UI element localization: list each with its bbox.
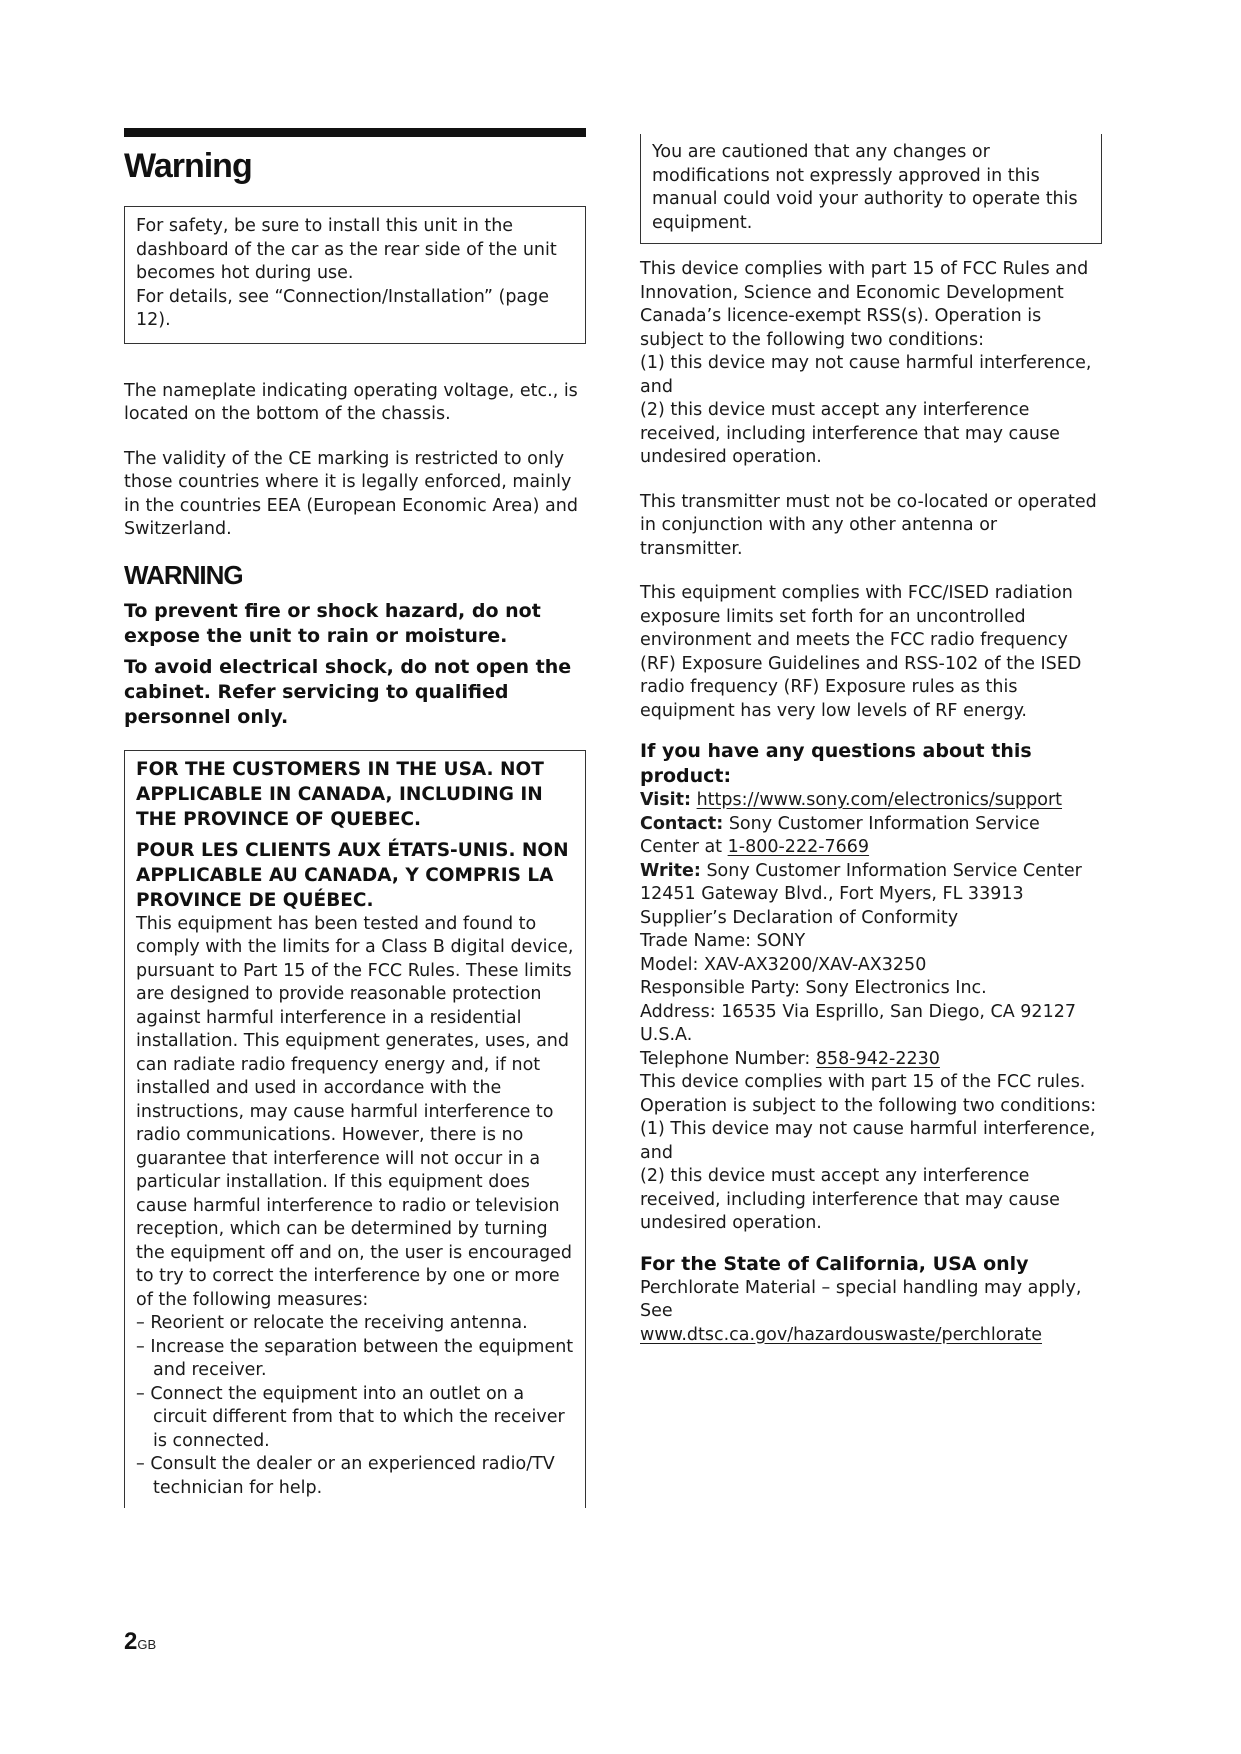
visit-line <box>640 789 1102 813</box>
california-heading: For the State of California, USA only <box>640 1252 1029 1275</box>
usa-heading-en: FOR THE CUSTOMERS IN THE USA. NOT APPLICABLE IN CANADA, INCLUDING IN THE PROVINCE OF QUEBEC. <box>136 758 544 830</box>
page-number-suffix: GB <box>137 1637 157 1652</box>
measure-item: – Consult the dealer or an experienced radio/TV technician for help. <box>136 1454 555 1498</box>
safety-notice-box <box>124 206 586 344</box>
measure-item: – Reorient or relocate the receiving antenna. <box>136 1313 528 1333</box>
measure-item: – Increase the separation between the equipment and receiver. <box>136 1336 574 1380</box>
trade-name: Trade Name: SONY <box>640 931 806 951</box>
right-column <box>640 128 1102 1347</box>
california-block <box>640 1252 1102 1348</box>
transmitter-text: This transmitter must not be co-located or operated in conjunction with any other antenna or transmitter. <box>640 491 1097 559</box>
condition-2: (2) this device must accept any interference received, including interference that may cause undesired operation. <box>640 1166 1060 1233</box>
write-label: Write: <box>640 860 701 881</box>
safety-text: For safety, be sure to install this unit in the dashboard of the car as the rear side of the unit becomes hot during use. <box>136 216 557 283</box>
fcc-compliance-text: This device complies with part 15 of FCC Rules and Innovation, Science and Economic Development Canada’s licence-exempt RSS(s). Operation is subject to the following two conditions: <box>640 259 1089 350</box>
fcc-condition-2: (2) this device must accept any interference received, including interference that may cause undesired operation. <box>640 400 1060 467</box>
contact-phone-link[interactable]: 1-800-222-7669 <box>727 837 870 857</box>
fcc-compliance-block <box>640 258 1102 470</box>
nameplate-text: The nameplate indicating operating voltage, etc., is located on the bottom of the chassis. <box>124 380 578 424</box>
fcc-condition-1: (1) this device may not cause harmful interference, and <box>640 353 1092 397</box>
fcc-class-b-text: This equipment has been tested and found to comply with the limits for a Class B digital device, pursuant to Part 15 of the FCC Rules. These limits are designed to provide reasonable protection against harmful interference in a residential installation. This equipment generates, uses, and can radiate radio frequency energy and, if not installed and used in accordance with the instructions, may cause harmful interference to radio communications. However, there is no guarantee that interference will not occur in a particular installation. If this equipment does cause harmful interference to radio or television reception, which can be determined by turning the equipment off and on, the user is encouraged to try to correct the interference by one or more of the following measures: <box>136 913 574 1310</box>
radiation-text: This equipment complies with FCC/ISED radiation exposure limits set forth for an uncontrolled environment and meets the FCC radio frequency (RF) Exposure Guidelines and RSS-102 of the ISED radio frequency (RF) Exposure rules as this equipment has very low levels of RF energy. <box>640 583 1082 721</box>
telephone-line <box>640 1048 1102 1072</box>
usa-heading-fr: POUR LES CLIENTS AUX ÉTATS-UNIS. NON APPLICABLE AU CANADA, Y COMPRIS LA PROVINCE DE QUÉBEC. <box>136 839 569 911</box>
perchlorate-link[interactable]: www.dtsc.ca.gov/hazardouswaste/perchlorate <box>640 1324 1042 1345</box>
warning-fire-text: To prevent fire or shock hazard, do not expose the unit to rain or moisture. <box>124 599 541 647</box>
questions-block <box>640 739 1102 1236</box>
questions-heading: If you have any questions about this product: <box>640 740 1032 787</box>
caution-text: You are cautioned that any changes or modifications not expressly approved in this manual could void your authority to operate this equipment. <box>652 142 1078 233</box>
complies-text: This device complies with part 15 of the FCC rules. Operation is subject to the following two conditions: <box>640 1072 1097 1116</box>
contact-label: Contact: <box>640 813 724 834</box>
condition-1: (1) This device may not cause harmful interference, and <box>640 1119 1096 1163</box>
sdoc-title: Supplier’s Declaration of Conformity <box>640 907 959 928</box>
section-title: Warning <box>124 147 252 185</box>
write-address: Sony Customer Information Service Center 12451 Gateway Blvd., Fort Myers, FL 33913 <box>640 860 1082 904</box>
section-rule <box>124 128 586 137</box>
telephone-link[interactable]: 858-942-2230 <box>815 1048 940 1069</box>
measure-item: – Connect the equipment into an outlet on a circuit different from that to which the receiver is connected. <box>136 1383 565 1451</box>
safety-details: For details, see “Connection/Installation” (page 12). <box>136 286 550 330</box>
responsible-party: Responsible Party: Sony Electronics Inc. <box>640 978 987 998</box>
page-number <box>124 1628 156 1656</box>
perchlorate-text: Perchlorate Material – special handling may apply, See <box>640 1277 1082 1321</box>
contact-text: Sony Customer Information Service Center at <box>640 813 1040 857</box>
usa-customers-box <box>124 750 586 1509</box>
write-line <box>640 860 1102 907</box>
page-number-value: 2 <box>124 1628 138 1655</box>
responsible-address: Address: 16535 Via Esprillo, San Diego, CA 92127 U.S.A. <box>640 1001 1076 1045</box>
visit-label: Visit: <box>640 790 692 810</box>
warning-shock-text: To avoid electrical shock, do not open the cabinet. Refer servicing to qualified personnel only. <box>124 655 572 728</box>
model-number: Model: XAV-AX3200/XAV-AX3250 <box>640 954 927 975</box>
left-column <box>124 128 586 1508</box>
warning-heading: WARNING <box>124 559 243 590</box>
caution-box <box>640 134 1102 244</box>
telephone-label: Telephone Number: <box>640 1048 811 1069</box>
ce-marking-text: The validity of the CE marking is restricted to only those countries where it is legally enforced, mainly in the countries EEA (European Economic Area) and Switzerland. <box>124 448 578 539</box>
support-link[interactable]: https://www.sony.com/electronics/support <box>696 790 1063 810</box>
contact-line <box>640 813 1102 860</box>
